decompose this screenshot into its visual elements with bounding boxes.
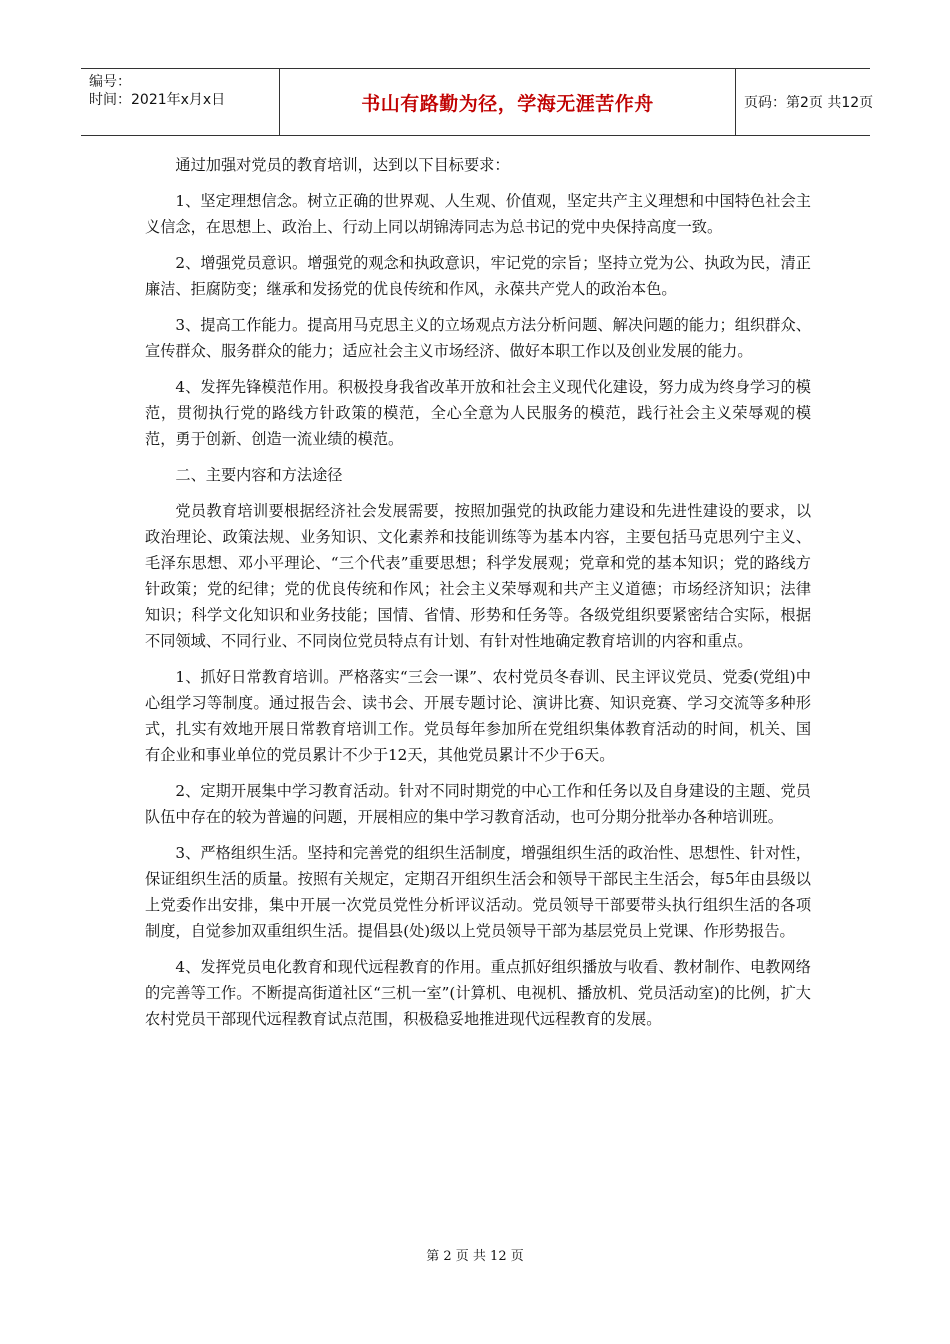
header-page-info: 页码：第2页 共12页 [744, 95, 874, 111]
section-heading: 二、主要内容和方法途径 [175, 466, 343, 484]
page-header [81, 68, 874, 136]
document-body [145, 152, 811, 1042]
header-meta [81, 69, 280, 135]
header-motto: 书山有路勤为径，学海无涯苦作舟 [361, 92, 654, 115]
paragraph-method-4: 4、发挥党员电化教育和现代远程教育的作用。重点抓好组织播放与收看、教材制作、电教网络的完善等工作。不断提高街道社区“三机一室”(计算机、电视机、播放机、党员活动室)的比例，扩大农村党员干部现代远程教育试点范围，积极稳妥地推进现代远程教育的发展。 [145, 958, 811, 1028]
paragraph-goal-3: 3、提高工作能力。提高用马克思主义的立场观点方法分析问题、解决问题的能力；组织群众、宣传群众、服务群众的能力；适应社会主义市场经济、做好本职工作以及创业发展的能力。 [145, 316, 811, 360]
page-footer: 第 2 页 共 12 页 [426, 1249, 524, 1264]
paragraph-method-2: 2、定期开展集中学习教育活动。针对不同时期党的中心工作和任务以及自身建设的主题、党员队伍中存在的较为普遍的问题，开展相应的集中学习教育活动，也可分期分批举办各种培训班。 [145, 782, 811, 826]
paragraph-goal-4: 4、发挥先锋模范作用。积极投身我省改革开放和社会主义现代化建设，努力成为终身学习的模范，贯彻执行党的路线方针政策的模范，全心全意为人民服务的模范，践行社会主义荣辱观的模范，勇于创新、创造一流业绩的模范。 [145, 378, 811, 448]
paragraph-content-overview: 党员教育培训要根据经济社会发展需要，按照加强党的执政能力建设和先进性建设的要求，以政治理论、政策法规、业务知识、文化素养和技能训练等为基本内容，主要包括马克思列宁主义、毛泽东思想、邓小平理论、“三个代表”重要思想；科学发展观；党章和党的基本知识；党的路线方针政策；党的纪律；党的优良传统和作风；社会主义荣辱观和共产主义道德；市场经济知识；法律知识；科学文化知识和业务技能；国情、省情、形势和任务等。各级党组织要紧密结合实际，根据不同领域、不同行业、不同岗位党员特点有计划、有针对性地确定教育培训的内容和重点。 [145, 502, 811, 650]
paragraph-method-3: 3、严格组织生活。坚持和完善党的组织生活制度，增强组织生活的政治性、思想性、针对性，保证组织生活的质量。按照有关规定，定期召开组织生活会和领导干部民主生活会，每5年由县级以上党委作出安排，集中开展一次党员党性分析评议活动。党员领导干部要带头执行组织生活的各项制度，自觉参加双重组织生活。提倡县(处)级以上党员领导干部为基层党员上党课、作形势报告。 [145, 844, 811, 940]
paragraph-intro: 通过加强对党员的教育培训，达到以下目标要求： [175, 156, 510, 174]
paragraph-method-1: 1、抓好日常教育培训。严格落实“三会一课”、农村党员冬春训、民主评议党员、党委(党组)中心组学习等制度。通过报告会、读书会、开展专题讨论、演讲比赛、知识竞赛、学习交流等多种形式，扎实有效地开展日常教育培训工作。党员每年参加所在党组织集体教育活动的时间，机关、国有企业和事业单位的党员累计不少于12天，其他党员累计不少于6天。 [145, 668, 811, 764]
header-page-cell [736, 69, 874, 135]
paragraph-goal-2: 2、增强党员意识。增强党的观念和执政意识，牢记党的宗旨；坚持立党为公、执政为民，清正廉洁、拒腐防变；继承和发扬党的优良传统和作风，永葆共产党人的政治本色。 [145, 254, 811, 298]
document-date: 时间：2021年x月x日 [89, 92, 226, 108]
document-number-label: 编号： [89, 74, 131, 90]
paragraph-goal-1: 1、坚定理想信念。树立正确的世界观、人生观、价值观，坚定共产主义理想和中国特色社会主义信念，在思想上、政治上、行动上同以胡锦涛同志为总书记的党中央保持高度一致。 [145, 192, 811, 236]
header-motto-cell [280, 69, 736, 135]
